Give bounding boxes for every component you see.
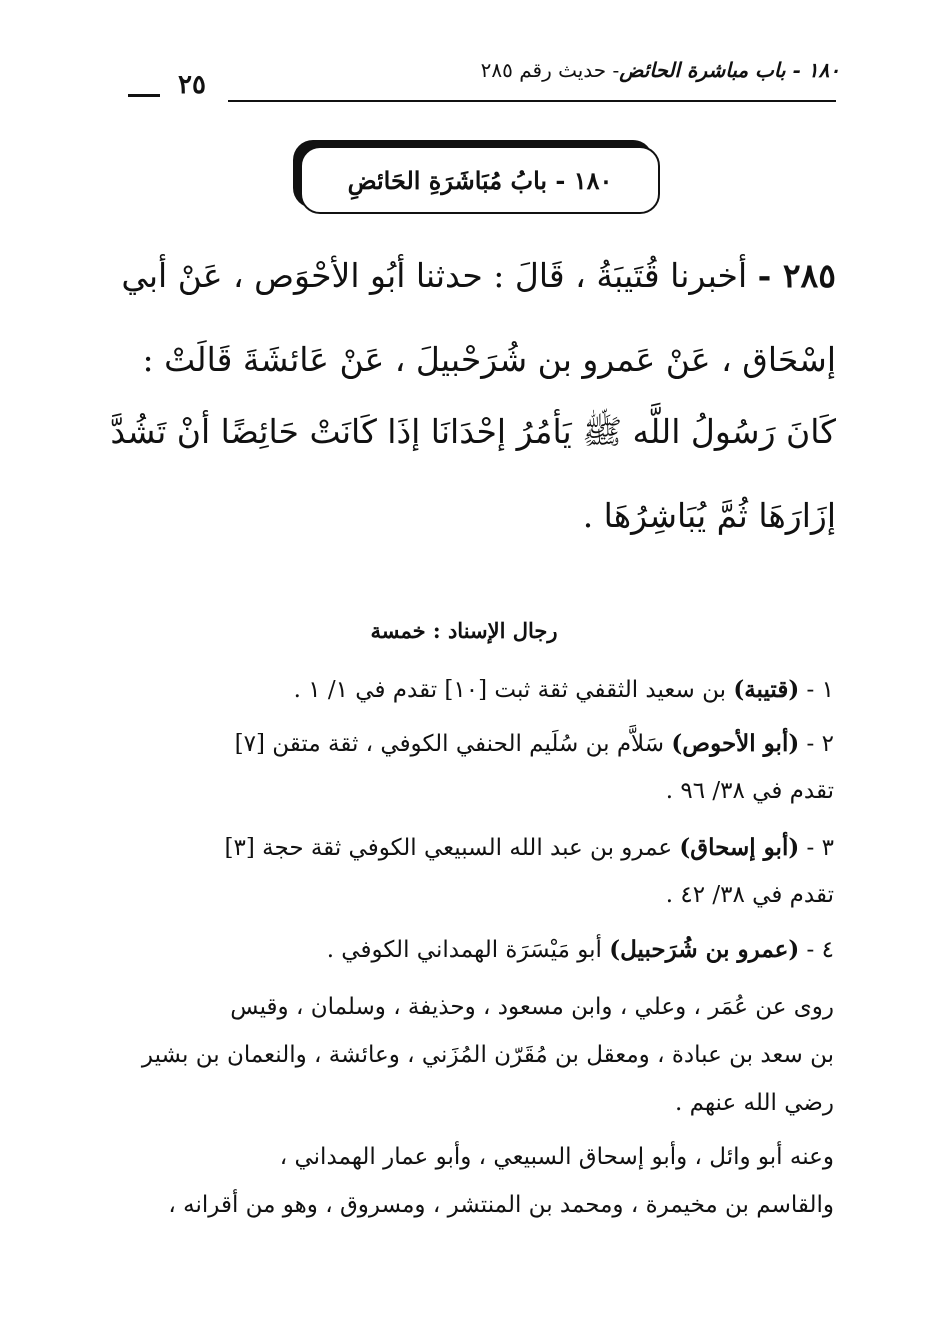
- chapter-heading-box: [300, 146, 660, 214]
- narrator-4-text: أبو مَيْسَرَة الهمداني الكوفي .: [326, 937, 610, 963]
- running-header-chapter: ١٨٠ - باب مباشرة الحائض: [619, 58, 840, 82]
- narrator-2-continuation: تقدم في ٣٨/ ٩٦ .: [665, 778, 834, 804]
- narrator-3-continuation: تقدم في ٣٨/ ٤٢ .: [665, 882, 834, 908]
- narrator-1: [294, 676, 834, 703]
- isnad-heading: رجال الإسناد : خمسة: [370, 618, 558, 643]
- hadith-line-3: كَانَ رَسُولُ اللَّه ﷺ يَأمُرُ إحْدَانَا إذَا كَانَتْ حَائِضًا أنْ تَشُدَّ: [110, 412, 836, 451]
- bio-line-1: روى عن عُمَر ، وعلي ، وابن مسعود ، وحذيفة ، وسلمان ، وقيس: [230, 994, 834, 1020]
- header-dash: [128, 94, 160, 97]
- narrator-3-name: (أبو إسحاق): [679, 834, 800, 861]
- narrator-1-name: (قتيبة): [733, 676, 800, 703]
- header-rule: [228, 100, 836, 102]
- narrator-4: [327, 936, 834, 963]
- narrator-1-prefix: ١ -: [799, 677, 834, 703]
- narrator-3-prefix: ٣ -: [799, 835, 834, 861]
- narrator-2: [235, 730, 834, 757]
- bio-line-3: رضي الله عنهم .: [675, 1090, 834, 1116]
- bio-line-4: وعنه أبو وائل ، وأبو إسحاق السبيعي ، وأبو عمار الهمداني ،: [279, 1144, 834, 1170]
- narrator-1-text: بن سعيد الثقفي ثقة ثبت [١٠] تقدم في ١/ ١ .: [293, 677, 734, 703]
- narrator-2-name: (أبو الأحوص): [671, 730, 800, 757]
- hadith-line-1-text: أخبرنا قُتَيبَةُ ، قَالَ : حدثنا أبُو الأحْوَص ، عَنْ أبي: [121, 256, 748, 295]
- page-number: ٢٥: [178, 70, 206, 100]
- narrator-4-name: (عمرو بن شُرَحبيل): [609, 936, 800, 963]
- narrator-2-prefix: ٢ -: [799, 731, 834, 757]
- hadith-line-4: إزَارَهَا ثُمَّ يُبَاشِرُهَا .: [582, 496, 836, 535]
- running-header: [481, 58, 840, 82]
- chapter-heading: ١٨٠ - بابُ مُبَاشَرَةِ الحَائضِ: [347, 165, 613, 195]
- narrator-2-text: سَلاَّم بن سُلَيم الحنفي الكوفي ، ثقة متقن [٧]: [234, 731, 672, 757]
- bio-line-5: والقاسم بن مخيمرة ، ومحمد بن المنتشر ، ومسروق ، وهو من أقرانه ،: [168, 1192, 834, 1218]
- running-header-hadith-ref: - حديث رقم ٢٨٥: [480, 58, 620, 82]
- narrator-4-prefix: ٤ -: [799, 937, 834, 963]
- hadith-number: ٢٨٥ -: [757, 256, 836, 295]
- bio-line-2: بن سعد بن عبادة ، ومعقل بن مُقَرّن المُزَني ، وعائشة ، والنعمان بن بشير: [141, 1042, 834, 1068]
- narrator-3: [225, 834, 834, 861]
- narrator-3-text: عمرو بن عبد الله السبيعي الكوفي ثقة حجة [٣]: [224, 835, 680, 861]
- hadith-line-2: إسْحَاق ، عَنْ عَمرو بن شُرَحْبيلَ ، عَنْ عَائشَةَ قَالَتْ :: [142, 340, 836, 379]
- hadith-line-1: [121, 256, 836, 295]
